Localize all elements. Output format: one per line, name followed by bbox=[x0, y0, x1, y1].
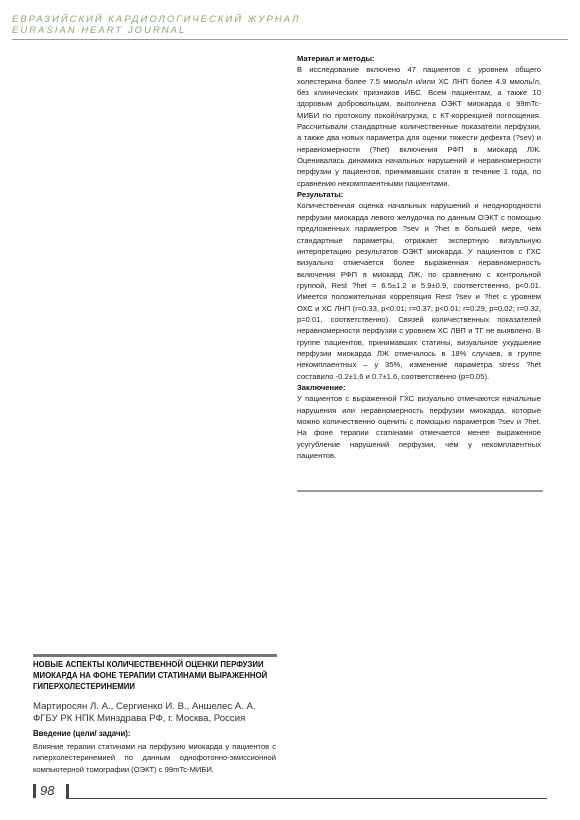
article-affiliation: ФГБУ РК НПК Минздрава РФ, г. Москва, Россия bbox=[33, 713, 246, 724]
abstract-continuation bbox=[297, 53, 541, 461]
article-top-divider bbox=[33, 654, 277, 657]
journal-title-en: EURASIAN HEART JOURNAL bbox=[12, 25, 187, 36]
footer-marker bbox=[66, 784, 69, 798]
page-number-marker bbox=[33, 784, 36, 798]
intro-text: Влияние терапии статинами на перфузию миокарда у пациентов с гиперхолестеринемией по данным однофотонно-эмиссионной компьютерной томографии (ОЭКТ) с 99mTc-МИБИ. bbox=[33, 742, 276, 774]
conclusion-heading: Заключение: bbox=[297, 382, 346, 392]
intro-heading: Введение (цели/ задачи): bbox=[33, 729, 131, 738]
journal-header bbox=[12, 14, 301, 36]
footer-divider bbox=[66, 798, 547, 799]
journal-title-ru: ЕВРАЗИЙСКИЙ КАРДИОЛОГИЧЕСКИЙ ЖУРНАЛ bbox=[12, 14, 301, 25]
methods-heading: Материал и методы: bbox=[297, 54, 375, 63]
results-text: Количественная оценка начальных нарушений и неоднородности перфузии миокарда левого желудочка по данным ОЭКТ с помощью предложенных параметров ?sev и ?het в большей мере, чем стандартные параметры, отражает экспертную визуальную интерпретацию результатов ОЭКТ миокарда. У пациентов с ГХС визуально отмечается более выраженная неравномерность включения РФП в миокард ЛЖ, по сравнению с контрольной группой, Rest ?het = 6.5±1.2 и 5.9±0.9, соответственно, p<0.01. Имеется положительная корреляция Rest ?sev и ?het с уровнем ОХС и ХС ЛНП (r=0.33, p<0.01; r=0.37, p<0.01; r=0.29, p=0.02; r=0.32, p=0.01, соответственно). Связей количественных показателей неравномерности перфузии с уровнем ХС ЛВП и ТГ не выявлено. В группе пациентов, принимавших статины, визуальное ухудшение перфузии миокарда ЛЖ отмечалось в 18% случаев, в группе некомплаентных – у 35%, изменение параметра stress ?het составило -0.2±1,6 и 0.7±1.6, соответственно (p=0.05). bbox=[297, 201, 541, 381]
results-heading: Результаты: bbox=[297, 190, 344, 200]
article-title: НОВЫЕ АСПЕКТЫ КОЛИЧЕСТВЕННОЙ ОЦЕНКИ ПЕРФУЗИИ МИОКАРДА НА ФОНЕ ТЕРАПИИ СТАТИНАМИ ВЫРАЖЕННОЙ ГИПЕРХОЛЕСТЕРИНЕМИИ bbox=[33, 660, 268, 692]
abstract-end-divider bbox=[297, 490, 543, 492]
conclusion-text: У пациентов с выраженной ГХС визуально отмечаются начальные нарушения или неравномерность перфузии миокарда, которые можно количественно оценить с помощью параметров ?sev и ?het. На фоне терапии статинами отмечается менее выраженное усугубление нарушений перфузии, чем у некомплаентных пациентов. bbox=[297, 394, 541, 461]
header-divider bbox=[12, 39, 568, 40]
article-authors: Мартиросян Л. А., Сергиенко И. В., Аншелес А. А. bbox=[33, 701, 256, 712]
methods-text: В исследование включено 47 пациентов с уровнем общего холестерина более 7.5 ммоль/л и/или ХС ЛНП более 4.9 ммоль/л, без клинических признаков ИБС. Всем пациентам, а также 10 здоровым добровольцам, выполнена ОЭКТ миокарда с 99mTc-МИБИ по протоколу покой/нагрузка, с КТ-коррекцией поглощения. Рассчитывали стандартные количественные показатели перфузии, а также два новых параметра для оценки тяжести дефекта (?sev) и неравномерности (?het) включения РФП в миокард ЛЖ. Оценивалась динамика начальных нарушений и неравномерности перфузии у пациентов, принимавших статин в течение 1 года, по сравнению некомплаентными пациентами. bbox=[297, 65, 541, 188]
page-number: 98 bbox=[40, 783, 55, 798]
